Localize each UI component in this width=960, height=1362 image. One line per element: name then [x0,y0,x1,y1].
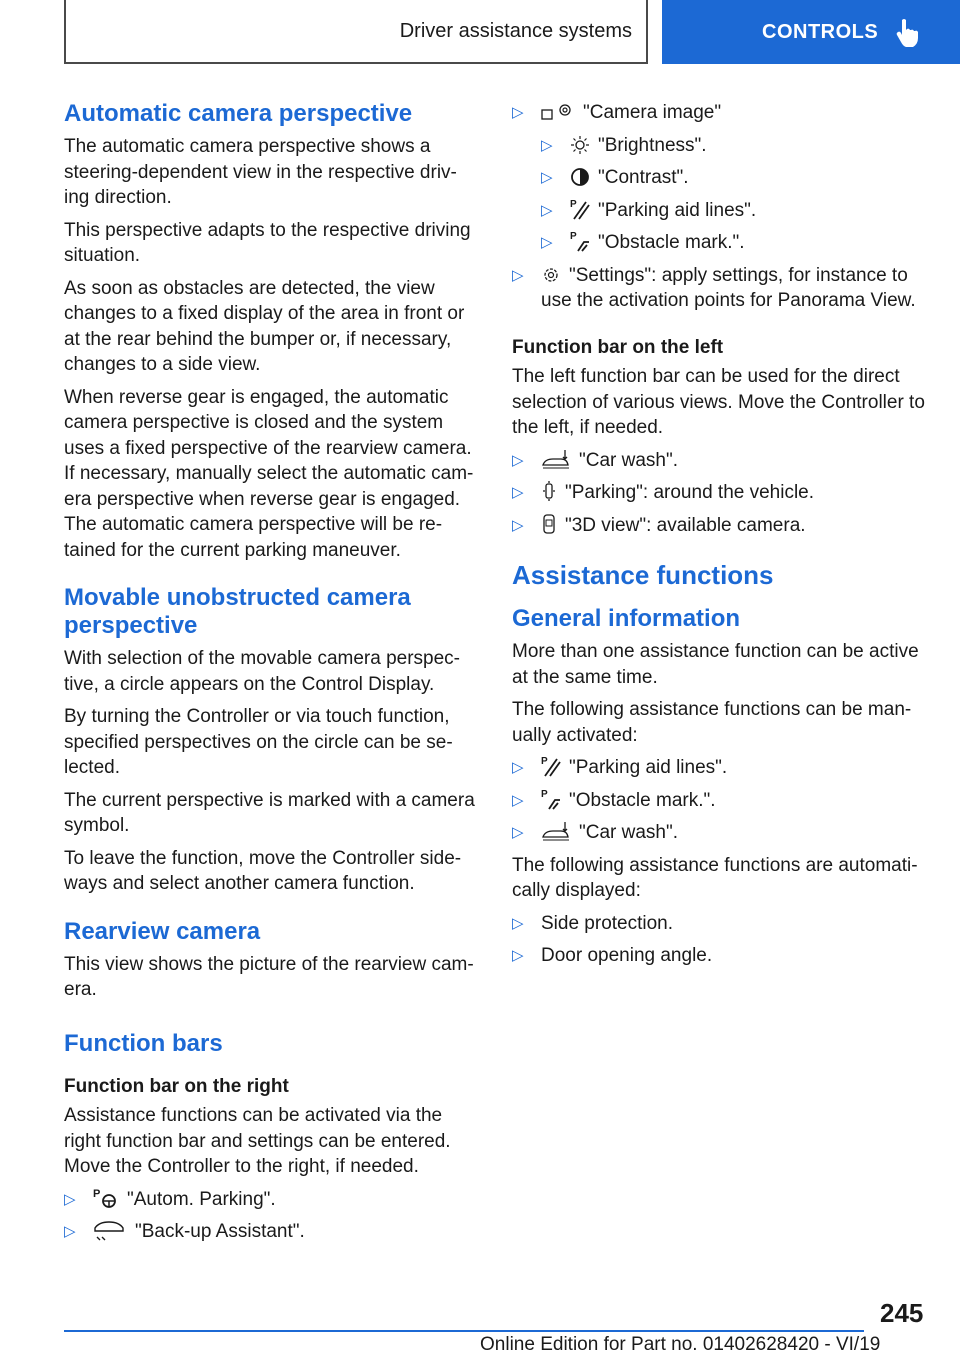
subheading-function-bar-right: Function bar on the right [64,1075,289,1097]
function-bar-right-list [64,1187,478,1245]
bullet-icon: ▷ [541,169,553,186]
header-section-title: Driver assistance systems [399,19,632,42]
bullet-icon: ▷ [512,947,524,964]
svg-text:P: P [570,198,577,210]
list-item [541,230,930,256]
brightness-icon [570,135,590,155]
list-item [64,1187,478,1213]
obstacle-mark-icon [541,788,561,810]
list-item-text: Side protection. [541,912,674,934]
parking-around-vehicle-icon [541,480,557,502]
list-item-text: "Car wash". [579,822,679,843]
heading-automatic-camera-perspective: Automatic camera perspective [64,100,413,127]
list-item-text: "Contrast". [598,167,689,188]
list-item [512,480,930,506]
footer-rule [64,1330,864,1332]
list-item-text: "Parking": around the vehicle. [565,482,815,503]
bullet-icon: ▷ [512,104,524,121]
page-number: 245 [880,1298,924,1328]
paragraph: The following assistance functions can be man‐ ually activated: [512,699,912,746]
bullet-icon: ▷ [512,484,524,501]
list-item [512,100,930,126]
car-wash-icon [541,448,571,470]
heading-assistance-functions: Assistance functions [512,560,774,590]
list-item-text: "Autom. Parking". [127,1188,276,1210]
camera-image-settings-icon [541,102,575,122]
bullet-icon: ▷ [512,914,524,932]
paragraph: By turning the Controller or via touch function, specified perspectives on the circle can be se‐ lected. [64,706,453,778]
heading-function-bars: Function bars [64,1029,223,1057]
list-item-text: "Parking aid lines". [569,757,728,778]
paragraph: This perspective adapts to the respective driving situation. [64,219,471,266]
heading-movable-camera-perspective: Movable unobstructed camera perspective [64,584,411,639]
list-item-text: "Back-up Assistant". [135,1221,305,1242]
list-item [541,133,930,159]
heading-general-information: General information [512,605,741,632]
list-item-text: "Obstacle mark.". [569,789,716,811]
function-bar-left-list [512,448,930,539]
list-item [512,943,930,969]
svg-text:P: P [541,756,548,767]
list-item [512,263,930,314]
bullet-icon: ▷ [64,1223,76,1240]
bullet-icon: ▷ [512,824,524,841]
list-item-text: "Settings": apply settings, for instance to use the activation points for Panorama View. [541,264,916,311]
bullet-icon: ▷ [541,234,553,251]
automatic-assistance-list [512,911,930,969]
list-item-text: "Car wash". [579,449,679,471]
bullet-icon: ▷ [541,136,553,154]
list-item [541,198,930,224]
car-wash-icon [541,820,571,842]
list-item [512,788,930,814]
list-item-text: "Obstacle mark.". [598,232,745,253]
svg-text:P: P [93,1187,101,1200]
list-item-text: "Camera image" [583,102,722,123]
paragraph: More than one assistance function can be active at the same time. [512,641,919,688]
autom-parking-icon [93,1187,119,1209]
paragraph: The following assistance functions are automati‐ cally displayed: [512,854,918,901]
3d-view-icon [541,513,557,535]
contrast-icon [570,167,590,187]
list-item [512,820,930,846]
right-column [512,100,930,976]
header-chapter-title: CONTROLS [762,20,879,43]
paragraph: The automatic camera perspective shows a steering-dependent view in the respective driv‐ ing direction. [64,136,457,208]
bullet-icon: ▷ [512,516,524,534]
list-item-text: "Brightness". [598,134,707,156]
paragraph: When reverse gear is engaged, the automatic camera perspective is closed and the system uses a fixed perspective of the rearview camera. If necessary, manually select the automatic cam‐ era perspective when reverse gear is engaged. The automatic camera perspective will be re‐ tained for the current parking maneuver. [64,386,474,561]
list-item [512,911,930,937]
list-item-text: "Parking aid lines". [598,199,757,221]
bullet-icon: ▷ [512,266,524,284]
paragraph: Assistance functions can be activated via the right function bar and settings can be entered. Move the Controller to the right, if needed. [64,1105,451,1177]
bullet-icon: ▷ [512,759,524,776]
paragraph: The current perspective is marked with a camera symbol. [64,789,475,836]
gear-icon [541,265,561,285]
parking-aid-lines-icon [541,755,561,777]
list-item-text: Door opening angle. [541,945,713,966]
header-chapter-tab[interactable] [662,0,960,64]
paragraph: The left function bar can be used for the direct selection of various views. Move the Controller to the left, if needed. [512,366,925,438]
back-up-assistant-icon [93,1219,127,1241]
bullet-icon: ▷ [541,201,553,219]
left-column [64,100,478,1252]
list-item [512,448,930,474]
bullet-icon: ▷ [512,791,524,809]
list-item-text: "3D view": available camera. [565,514,806,536]
paragraph: To leave the function, move the Controller side‐ ways and select another camera function. [64,847,462,894]
list-item [512,513,930,539]
manual-assistance-list [512,755,930,846]
parking-aid-lines-icon [570,198,590,220]
camera-image-sublist [541,133,930,256]
svg-text:P: P [570,231,577,242]
paragraph: This view shows the picture of the rearview cam‐ era. [64,953,474,1000]
subheading-function-bar-left: Function bar on the left [512,336,724,358]
obstacle-mark-icon [570,230,590,252]
list-item [512,755,930,781]
paragraph: With selection of the movable camera perspec‐ tive, a circle appears on the Control Display. [64,648,461,695]
svg-text:P: P [541,788,548,800]
camera-image-list [512,100,930,126]
bullet-icon: ▷ [512,451,524,469]
list-item [541,165,930,191]
header-separator [648,0,662,64]
paragraph: As soon as obstacles are detected, the view changes to a fixed display of the area in front or at the rear behind the bumper or, if necessary, changes to a side view. [64,277,465,375]
bullet-icon: ▷ [64,1190,76,1208]
footer-edition: Online Edition for Part no. 01402628420 - VI/19 [480,1334,881,1355]
list-item [64,1219,478,1245]
heading-rearview-camera: Rearview camera [64,917,261,945]
settings-list [512,263,930,314]
pointing-hand-icon [894,17,920,47]
header-section-tab [64,0,648,64]
